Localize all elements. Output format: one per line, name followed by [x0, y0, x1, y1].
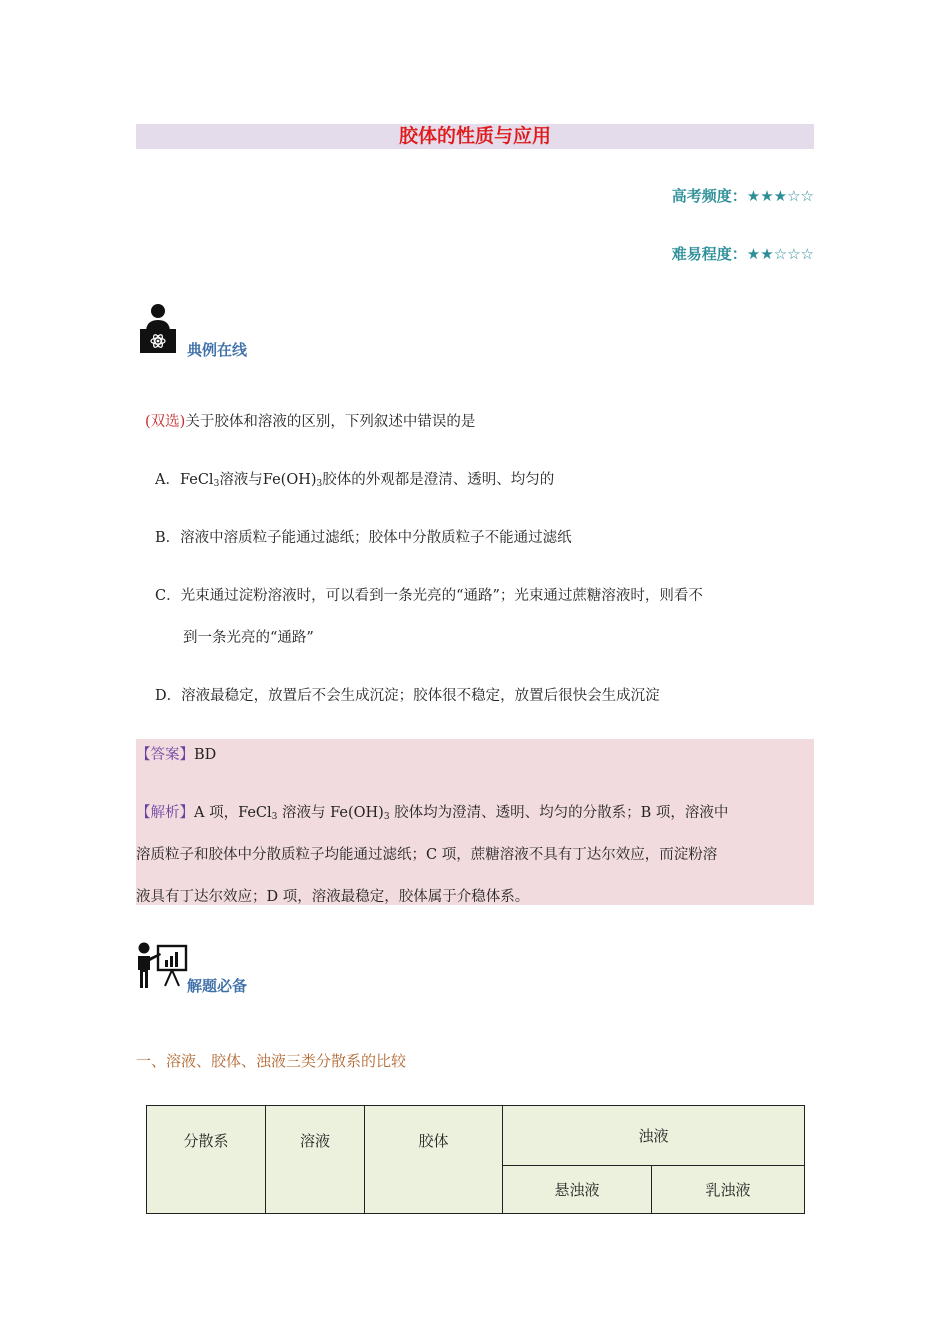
header-suspension: 悬浊液 [503, 1166, 652, 1214]
option-a-text-3: 胶体的外观都是澄清、透明、均匀的 [322, 472, 555, 488]
answer-box [136, 739, 814, 905]
analysis-text-1c: 胶体均为澄清、透明、均匀的分散系；B 项，溶液中 [389, 805, 729, 821]
answer-value: BD [194, 747, 217, 763]
analysis-line-1 [136, 801, 728, 822]
subsection-heading: 一、溶液、胶体、浊液三类分散系的比较 [136, 1052, 407, 1070]
difficulty-stars: ★★☆☆☆ [746, 245, 814, 263]
page-title: 胶体的性质与应用 [136, 124, 814, 149]
analysis-text-1b: 溶液与 Fe(OH) [277, 805, 384, 821]
exam-frequency [672, 185, 814, 206]
answer-label: 【答案】 [136, 747, 194, 763]
question-tag: (双选) [145, 414, 186, 430]
header-emulsion: 乳浊液 [652, 1166, 805, 1214]
option-d: D．溶液最稳定，放置后不会生成沉淀；胶体很不稳定，放置后很快会生成沉淀 [155, 688, 660, 704]
option-a-text-1: FeCl [179, 472, 214, 488]
header-solution: 溶液 [266, 1106, 365, 1214]
analysis-sub-2: 3 [383, 812, 390, 822]
analysis-line-3: 液具有丁达尔效应；D 项，溶液最稳定，胶体属于介稳体系。 [136, 889, 530, 905]
section-heading-examples: 典例在线 [187, 341, 248, 359]
header-turbid: 浊液 [503, 1106, 805, 1166]
analysis-label: 【解析】 [136, 805, 194, 821]
header-colloid: 胶体 [365, 1106, 503, 1214]
frequency-label: 高考频度： [671, 187, 747, 205]
option-c-line-2: 到一条光亮的“通路” [183, 630, 314, 646]
question-stem [145, 410, 475, 431]
option-a-sub-1: 3 [213, 479, 220, 489]
option-a-text-2: 溶液与Fe(OH) [219, 472, 317, 488]
option-a-prefix: A． [155, 472, 180, 488]
difficulty-label: 难易程度： [671, 245, 747, 263]
analysis-text-1a: A 项，FeCl [194, 805, 272, 821]
question-text: 关于胶体和溶液的区别，下列叙述中错误的是 [185, 414, 476, 430]
analysis-sub-1: 3 [271, 812, 278, 822]
analysis-line-2: 溶质粒子和胶体中分散质粒子均能通过滤纸；C 项，蔗糖溶液不具有丁达尔效应，而淀粉溶 [136, 847, 718, 863]
option-a [155, 468, 554, 489]
answer-line [136, 743, 216, 764]
teacher-board-icon [136, 940, 188, 990]
section-heading-essentials: 解题必备 [187, 977, 248, 995]
comparison-table [146, 1105, 805, 1214]
difficulty-level [672, 243, 814, 264]
option-a-sub-2: 3 [316, 479, 323, 489]
option-c-line-1: C．光束通过淀粉溶液时，可以看到一条光亮的“通路”；光束通过蔗糖溶液时，则看不 [155, 588, 703, 604]
option-b: B．溶液中溶质粒子能通过滤纸；胶体中分散质粒子不能通过滤纸 [155, 530, 572, 546]
lecturer-icon [138, 302, 180, 354]
header-dispersion: 分散系 [147, 1106, 266, 1214]
frequency-stars: ★★★☆☆ [746, 187, 814, 205]
